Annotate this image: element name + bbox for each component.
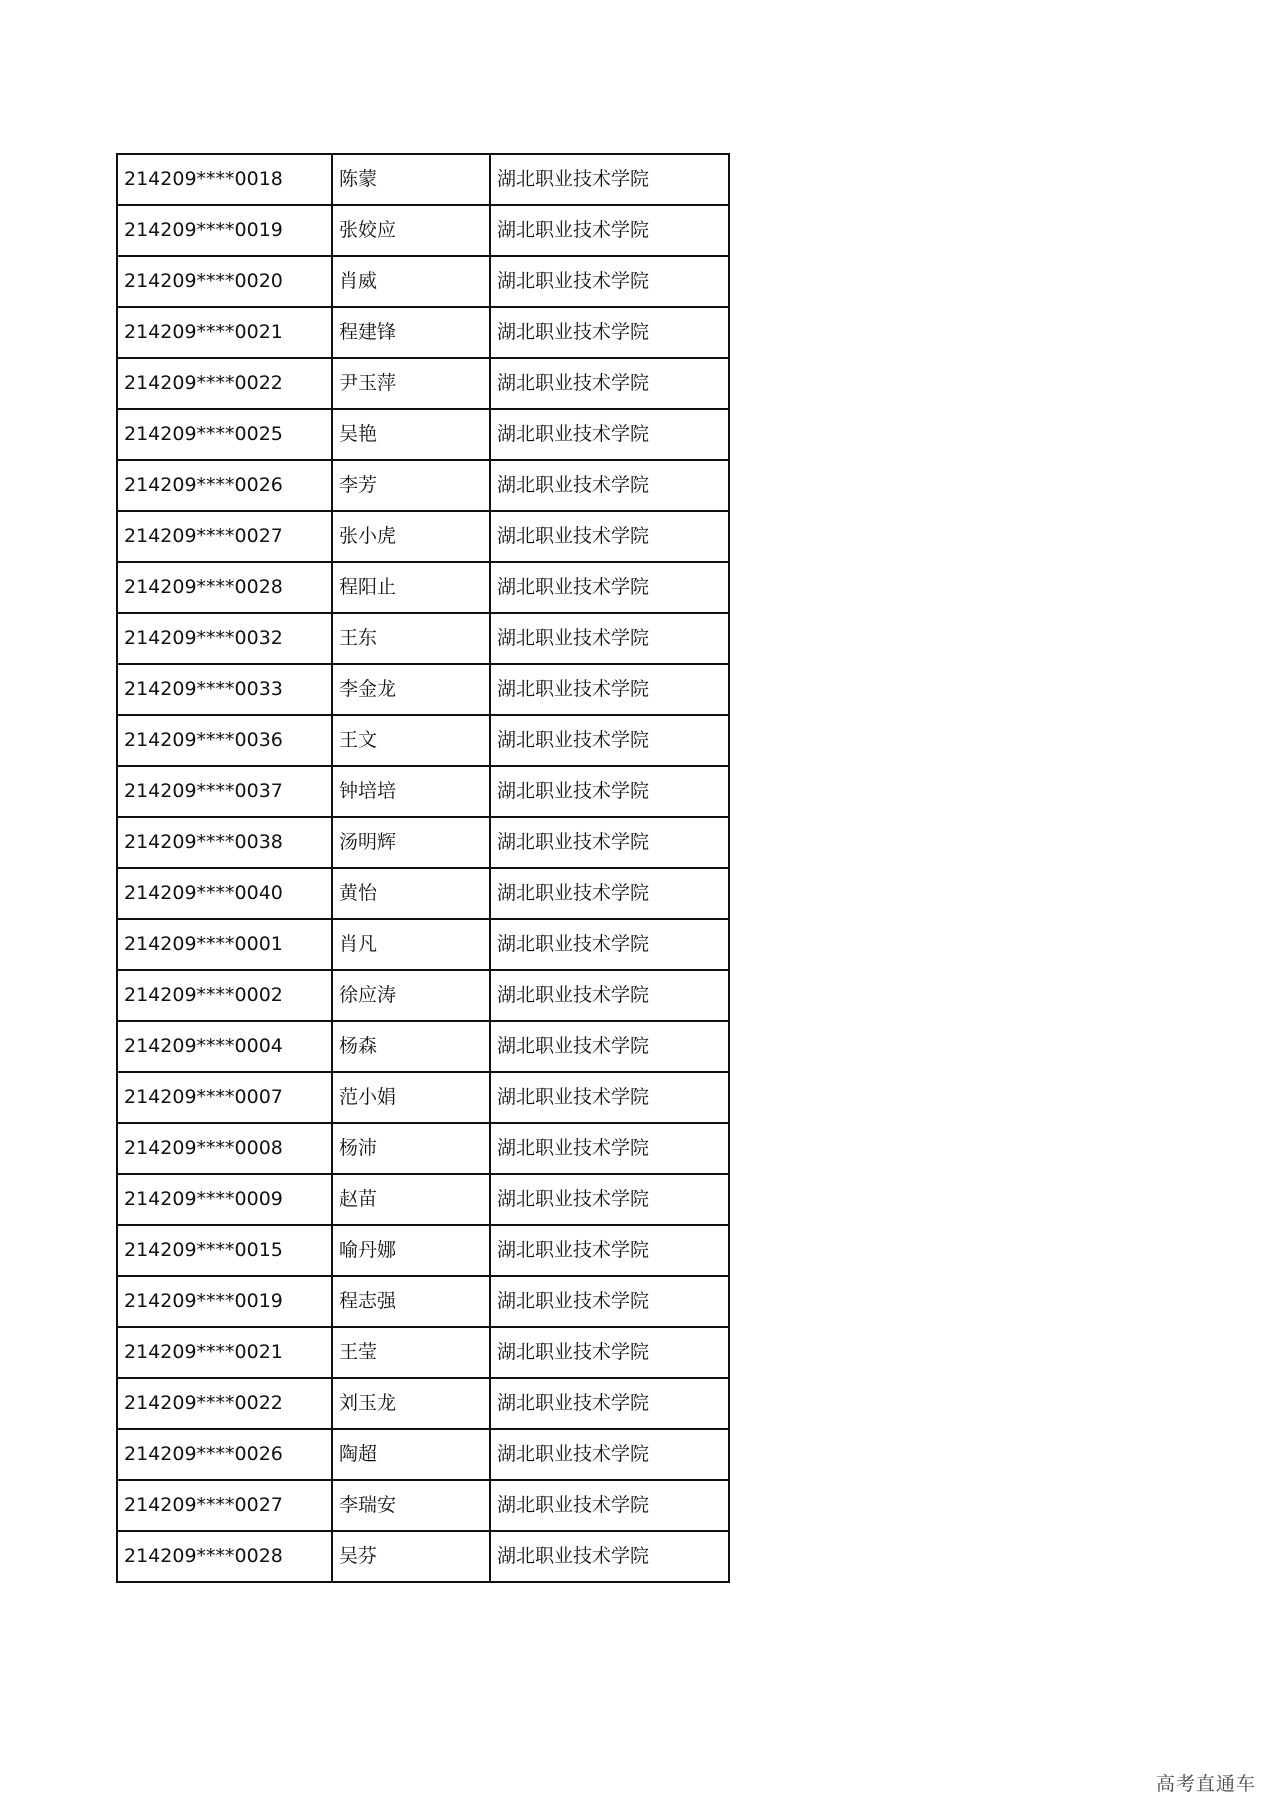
- id-cell: 214209****0037: [117, 766, 332, 817]
- id-cell: 214209****0036: [117, 715, 332, 766]
- id-cell: 214209****0028: [117, 562, 332, 613]
- school-cell: 湖北职业技术学院: [490, 1174, 729, 1225]
- table-row: [117, 409, 729, 460]
- school-cell: 湖北职业技术学院: [490, 664, 729, 715]
- id-cell: 214209****0008: [117, 1123, 332, 1174]
- table-row: [117, 919, 729, 970]
- roster-table-body: [117, 154, 729, 1582]
- school-cell: 湖北职业技术学院: [490, 1123, 729, 1174]
- table-row: [117, 256, 729, 307]
- school-cell: 湖北职业技术学院: [490, 1531, 729, 1582]
- id-cell: 214209****0002: [117, 970, 332, 1021]
- table-row: [117, 613, 729, 664]
- name-cell: 李芳: [332, 460, 490, 511]
- school-cell: 湖北职业技术学院: [490, 1327, 729, 1378]
- school-cell: 湖北职业技术学院: [490, 715, 729, 766]
- name-cell: 吴艳: [332, 409, 490, 460]
- id-cell: 214209****0009: [117, 1174, 332, 1225]
- school-cell: 湖北职业技术学院: [490, 307, 729, 358]
- table-row: [117, 868, 729, 919]
- name-cell: 张姣应: [332, 205, 490, 256]
- school-cell: 湖北职业技术学院: [490, 766, 729, 817]
- name-cell: 王东: [332, 613, 490, 664]
- table-row: [117, 766, 729, 817]
- name-cell: 汤明辉: [332, 817, 490, 868]
- school-cell: 湖北职业技术学院: [490, 562, 729, 613]
- name-cell: 陶超: [332, 1429, 490, 1480]
- id-cell: 214209****0027: [117, 511, 332, 562]
- table-row: [117, 1021, 729, 1072]
- school-cell: 湖北职业技术学院: [490, 409, 729, 460]
- name-cell: 杨沛: [332, 1123, 490, 1174]
- watermark: 高考直通车: [1155, 1773, 1256, 1795]
- school-cell: 湖北职业技术学院: [490, 919, 729, 970]
- table-row: [117, 1276, 729, 1327]
- table-row: [117, 1174, 729, 1225]
- id-cell: 214209****0028: [117, 1531, 332, 1582]
- table-row: [117, 970, 729, 1021]
- id-cell: 214209****0018: [117, 154, 332, 205]
- id-cell: 214209****0022: [117, 1378, 332, 1429]
- school-cell: 湖北职业技术学院: [490, 1378, 729, 1429]
- id-cell: 214209****0015: [117, 1225, 332, 1276]
- id-cell: 214209****0021: [117, 307, 332, 358]
- school-cell: 湖北职业技术学院: [490, 154, 729, 205]
- table-row: [117, 154, 729, 205]
- name-cell: 杨森: [332, 1021, 490, 1072]
- name-cell: 黄怡: [332, 868, 490, 919]
- id-cell: 214209****0032: [117, 613, 332, 664]
- name-cell: 刘玉龙: [332, 1378, 490, 1429]
- name-cell: 程阳止: [332, 562, 490, 613]
- name-cell: 陈蒙: [332, 154, 490, 205]
- school-cell: 湖北职业技术学院: [490, 1225, 729, 1276]
- name-cell: 程志强: [332, 1276, 490, 1327]
- table-row: [117, 715, 729, 766]
- name-cell: 肖威: [332, 256, 490, 307]
- school-cell: 湖北职业技术学院: [490, 1072, 729, 1123]
- name-cell: 钟培培: [332, 766, 490, 817]
- id-cell: 214209****0025: [117, 409, 332, 460]
- school-cell: 湖北职业技术学院: [490, 1021, 729, 1072]
- id-cell: 214209****0007: [117, 1072, 332, 1123]
- school-cell: 湖北职业技术学院: [490, 511, 729, 562]
- school-cell: 湖北职业技术学院: [490, 358, 729, 409]
- id-cell: 214209****0026: [117, 1429, 332, 1480]
- table-row: [117, 205, 729, 256]
- id-cell: 214209****0019: [117, 205, 332, 256]
- id-cell: 214209****0021: [117, 1327, 332, 1378]
- table-row: [117, 1123, 729, 1174]
- table-row: [117, 460, 729, 511]
- id-cell: 214209****0001: [117, 919, 332, 970]
- table-row: [117, 1429, 729, 1480]
- table-row: [117, 817, 729, 868]
- table-row: [117, 562, 729, 613]
- name-cell: 吴芬: [332, 1531, 490, 1582]
- table-row: [117, 1327, 729, 1378]
- school-cell: 湖北职业技术学院: [490, 868, 729, 919]
- name-cell: 王文: [332, 715, 490, 766]
- name-cell: 尹玉萍: [332, 358, 490, 409]
- id-cell: 214209****0019: [117, 1276, 332, 1327]
- name-cell: 张小虎: [332, 511, 490, 562]
- school-cell: 湖北职业技术学院: [490, 1276, 729, 1327]
- name-cell: 肖凡: [332, 919, 490, 970]
- id-cell: 214209****0040: [117, 868, 332, 919]
- name-cell: 范小娟: [332, 1072, 490, 1123]
- table-row: [117, 307, 729, 358]
- table-row: [117, 1378, 729, 1429]
- table-row: [117, 664, 729, 715]
- school-cell: 湖北职业技术学院: [490, 970, 729, 1021]
- school-cell: 湖北职业技术学院: [490, 1429, 729, 1480]
- table-row: [117, 358, 729, 409]
- table-row: [117, 1225, 729, 1276]
- school-cell: 湖北职业技术学院: [490, 205, 729, 256]
- school-cell: 湖北职业技术学院: [490, 817, 729, 868]
- roster-table: [116, 153, 730, 1583]
- table-row: [117, 511, 729, 562]
- name-cell: 王莹: [332, 1327, 490, 1378]
- school-cell: 湖北职业技术学院: [490, 256, 729, 307]
- id-cell: 214209****0022: [117, 358, 332, 409]
- table-row: [117, 1072, 729, 1123]
- name-cell: 程建锋: [332, 307, 490, 358]
- table-row: [117, 1531, 729, 1582]
- table-row: [117, 1480, 729, 1531]
- id-cell: 214209****0004: [117, 1021, 332, 1072]
- name-cell: 赵苗: [332, 1174, 490, 1225]
- school-cell: 湖北职业技术学院: [490, 1480, 729, 1531]
- name-cell: 喻丹娜: [332, 1225, 490, 1276]
- id-cell: 214209****0026: [117, 460, 332, 511]
- name-cell: 李金龙: [332, 664, 490, 715]
- name-cell: 李瑞安: [332, 1480, 490, 1531]
- name-cell: 徐应涛: [332, 970, 490, 1021]
- school-cell: 湖北职业技术学院: [490, 460, 729, 511]
- id-cell: 214209****0033: [117, 664, 332, 715]
- id-cell: 214209****0038: [117, 817, 332, 868]
- id-cell: 214209****0020: [117, 256, 332, 307]
- school-cell: 湖北职业技术学院: [490, 613, 729, 664]
- id-cell: 214209****0027: [117, 1480, 332, 1531]
